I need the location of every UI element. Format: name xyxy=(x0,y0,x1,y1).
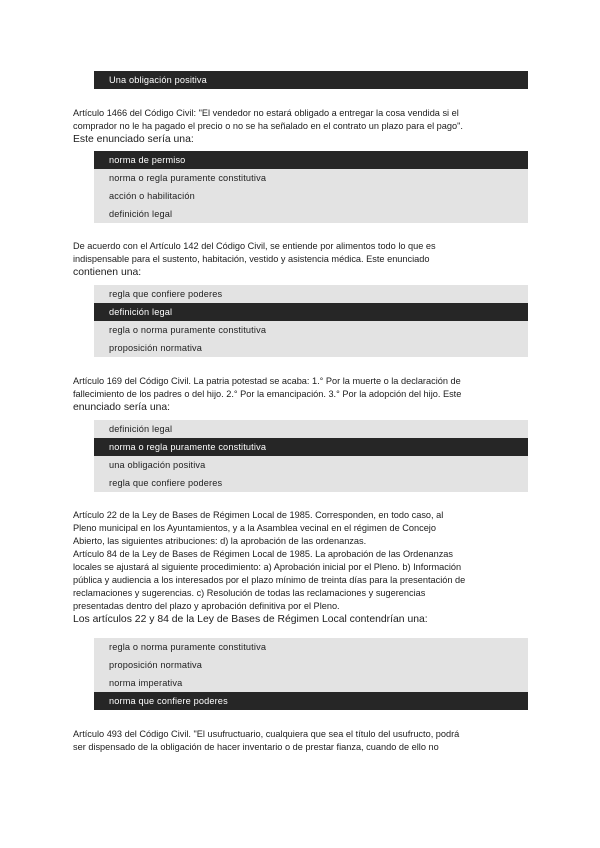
question-text-line: Artículo 22 de la Ley de Bases de Régimen Local de 1985. Corresponden, en todo caso, al xyxy=(73,510,444,520)
question-text-line: Artículo 169 del Código Civil. La patria potestad se acaba: 1.° Por la muerte o la declaración de xyxy=(73,376,461,386)
answer-option[interactable]: acción o habilitación xyxy=(94,187,528,205)
question-text-line: pública y audiencia a los interesados por el plazo mínimo de treinta días para la presentación de xyxy=(73,575,466,585)
answer-option[interactable]: regla que confiere poderes xyxy=(94,285,528,303)
answer-option[interactable]: regla o norma puramente constitutiva xyxy=(94,321,528,339)
question-4 xyxy=(73,509,528,627)
question-text-line: reclamaciones y sugerencias. c) Resolución de todas las reclamaciones y sugerencias xyxy=(73,588,426,598)
answer-option-selected[interactable]: definición legal xyxy=(94,303,528,321)
answer-option-selected[interactable]: norma que confiere poderes xyxy=(94,692,528,710)
answer-option-selected[interactable]: norma de permiso xyxy=(94,151,528,169)
question-prompt: enunciado sería una: xyxy=(73,402,171,413)
question-text-line: locales se ajustará al siguiente procedimiento: a) Aprobación inicial por el Pleno. b) Información xyxy=(73,562,462,572)
answer-option-selected[interactable]: Una obligación positiva xyxy=(94,71,528,89)
question-text-line: presentadas dentro del plazo y aprobación definitiva por el Pleno. xyxy=(73,601,340,611)
question-text-line: Artículo 493 del Código Civil. "El usufructuario, cualquiera que sea el título del usufructo, podrá xyxy=(73,729,460,739)
question-text-line: Abierto, las siguientes atribuciones: d) la aprobación de las ordenanzas. xyxy=(73,536,367,546)
question-text-line: Artículo 84 de la Ley de Bases de Régimen Local de 1985. La aprobación de las Ordenanzas xyxy=(73,549,454,559)
question-2 xyxy=(73,240,528,280)
question-prompt: Este enunciado sería una: xyxy=(73,134,194,145)
question-text-line: fallecimiento de los padres o del hijo. 2.° Por la emancipación. 3.° Por la adopción del hijo. Este xyxy=(73,389,462,399)
question-prompt: Los artículos 22 y 84 de la Ley de Bases de Régimen Local contendrían una: xyxy=(73,614,428,625)
question-text-line: Artículo 1466 del Código Civil: "El vendedor no estará obligado a entregar la cosa vendida si el xyxy=(73,108,459,118)
question-text-line: ser dispensado de la obligación de hacer inventario o de prestar fianza, cuando de ello no xyxy=(73,742,439,752)
answer-option-selected[interactable]: norma o regla puramente constitutiva xyxy=(94,438,528,456)
question-prompt: contienen una: xyxy=(73,267,142,278)
answer-option[interactable]: definición legal xyxy=(94,420,528,438)
answer-options-2 xyxy=(94,285,528,357)
answer-option[interactable]: definición legal xyxy=(94,205,528,223)
answer-options-1 xyxy=(94,151,528,223)
answer-option[interactable]: norma imperativa xyxy=(94,674,528,692)
answer-option[interactable]: proposición normativa xyxy=(94,339,528,357)
question-3 xyxy=(73,375,528,415)
question-5 xyxy=(73,728,528,754)
question-text-line: comprador no le ha pagado el precio o no se ha señalado en el contrato un plazo para el pago". xyxy=(73,121,463,131)
question-text-line: indispensable para el sustento, habitación, vestido y asistencia médica. Este enunciado xyxy=(73,254,430,264)
answer-option[interactable]: norma o regla puramente constitutiva xyxy=(94,169,528,187)
answer-option[interactable]: proposición normativa xyxy=(94,656,528,674)
question-text-line: Pleno municipal en los Ayuntamientos, y a la Asamblea vecinal en el régimen de Concejo xyxy=(73,523,436,533)
answer-options-4 xyxy=(94,638,528,710)
question-1 xyxy=(73,107,528,147)
answer-options-0 xyxy=(94,71,528,89)
answer-options-3 xyxy=(94,420,528,492)
question-text-line: De acuerdo con el Artículo 142 del Código Civil, se entiende por alimentos todo lo que es xyxy=(73,241,436,251)
answer-option[interactable]: una obligación positiva xyxy=(94,456,528,474)
answer-option[interactable]: regla o norma puramente constitutiva xyxy=(94,638,528,656)
answer-option[interactable]: regla que confiere poderes xyxy=(94,474,528,492)
